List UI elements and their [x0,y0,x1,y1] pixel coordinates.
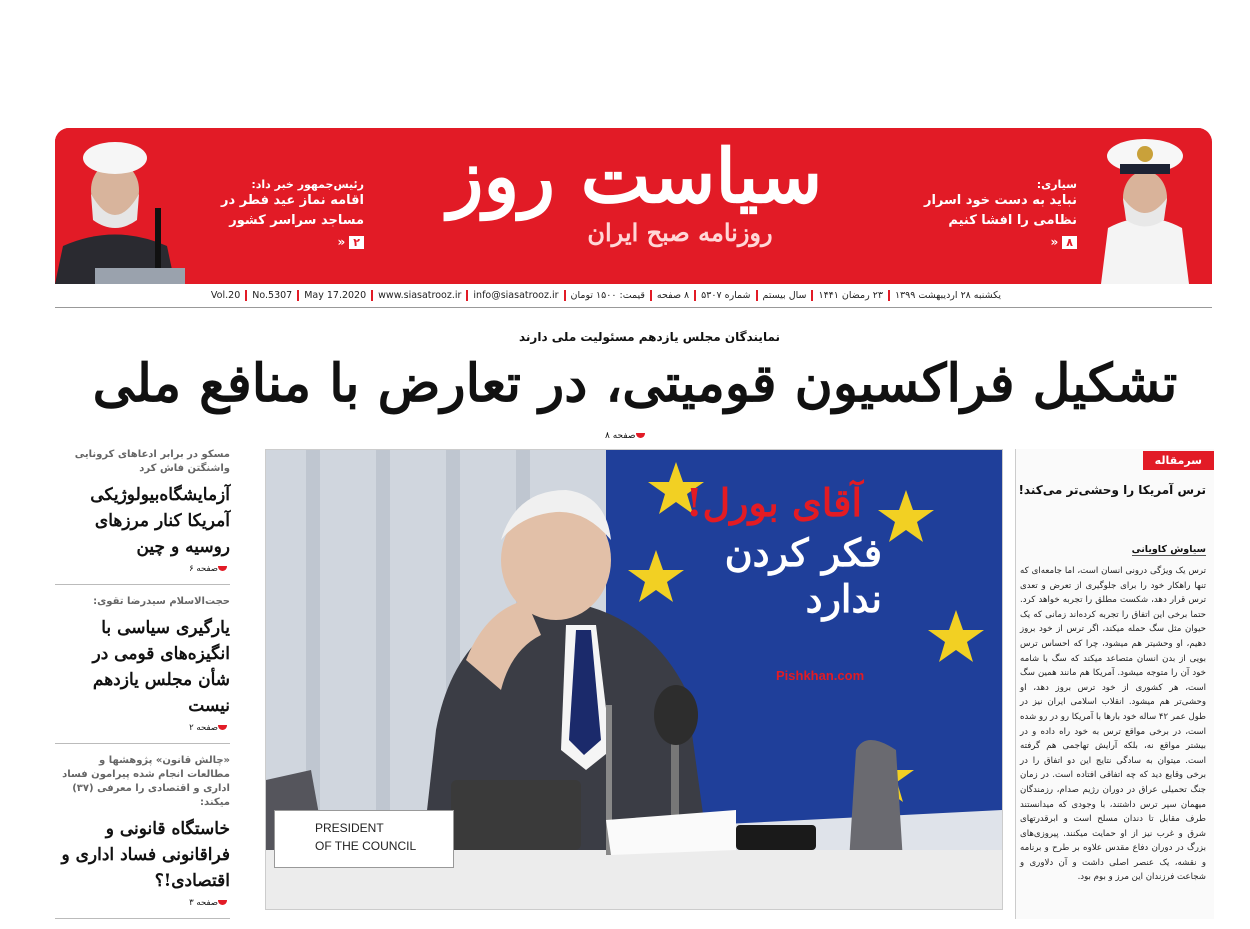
page-marker-icon [218,900,227,905]
photo-overlay-line: فکر کردن [724,530,882,575]
story-item[interactable] [55,754,230,919]
headline-super: نمایندگان مجلس یازدهم مسئولیت ملی دارند [518,330,780,344]
story-page: صفحه ۳ [189,898,218,908]
story-page: صفحه ۲ [189,723,218,733]
headline-page: صفحه ۸ [605,431,636,441]
logo-main: سیاست روز [447,134,823,220]
photo-overlay-red: آقای بورل! [685,480,862,525]
date-item: سال بیستم [758,290,814,301]
editorial-title[interactable]: ترس آمریکا را وحشی‌تر می‌کند! [1018,483,1206,497]
story-item[interactable] [55,595,230,744]
tease-right[interactable] [887,178,1077,250]
left-column [55,448,230,929]
editorial-column [1015,449,1214,919]
divider [55,307,1212,308]
double-chevron-icon: « [1050,235,1059,249]
photo-overlay-line: ندارد [805,576,882,621]
main-photo[interactable] [265,449,1003,910]
story-kicker: «چالش قانون» پژوهشها و مطالعات انجام شده پیرامون فساد اداری و اقتصادی را معرفی (۳۷) میکند: [62,755,230,808]
watermark: Pishkhan.com [776,668,865,683]
date-item: ۲۳ رمضان ۱۴۴۱ [813,290,889,301]
page-marker-icon [218,725,227,730]
page-marker-icon [636,433,645,438]
story-page-ref [55,723,230,733]
date-item: قیمت: ۱۵۰۰ تومان [566,290,652,301]
placard-line: OF THE COUNCIL [315,839,417,853]
date-item: ۸ صفحه [652,290,696,301]
main-headline[interactable]: تشکیل فراکسیون قومیتی، در تعارض با منافع ملی [92,353,1178,414]
page-marker-icon [218,566,227,571]
date-item: یکشنبه ۲۸ اردیبهشت ۱۳۹۹ [894,289,1001,301]
date-item: شماره ۵۳۰۷ [696,290,757,301]
logo-sub: روزنامه صبح ایران [587,218,773,247]
headline-page-ref [605,431,648,441]
story-kicker: حجت‌الاسلام سیدرضا تقوی: [93,596,230,607]
story-page: صفحه ۶ [189,564,218,574]
tease-left-text: اقامه نماز عید فطر در مساجد سراسر کشور [221,193,364,228]
admiral-photo [1086,128,1204,284]
date-strip [210,287,1006,303]
president-photo [55,128,215,284]
tease-left-kicker: رئیس‌جمهور خبر داد: [251,178,364,191]
story-title[interactable]: یارگیری سیاسی با انگیزه‌های قومی در شأن مجلس یازدهم نیست [92,618,230,716]
story-title[interactable]: خاستگاه قانونی و فراقانونی فساد اداری و اقتصادی!؟ [61,819,230,891]
date-item: No.5307 [247,290,299,301]
date-item: May 17.2020 [299,290,373,301]
editorial-author: سیاوش کاویانی [1131,544,1206,555]
story-kicker: مسکو در برابر ادعاهای کرونایی واشنگتن فاش کرد [74,449,230,474]
story-title[interactable]: آزمایشگاه‌بیولوژیکی آمریکا کنار مرزهای روسیه و چین [90,485,230,557]
editorial-label: سرمقاله [1143,451,1214,470]
story-page-ref [55,564,230,574]
photo-overlay-white [725,530,882,622]
tease-right-kicker: سیاری: [1036,178,1077,191]
double-chevron-icon: « [337,235,346,249]
story-page-ref [55,898,230,908]
tease-left-page: ۲ [349,236,364,249]
masthead [55,128,1212,284]
council-placard [274,810,454,868]
tease-right-page: ۸ [1062,236,1077,249]
story-item[interactable] [55,448,230,585]
date-item: Vol.20 [206,290,247,301]
newspaper-logo [445,134,825,247]
email-link[interactable]: info@siasatrooz.ir [468,290,565,301]
website-link[interactable]: www.siasatrooz.ir [373,290,468,301]
tease-right-text: نباید به دست خود اسرار نظامی را افشا کنیم [923,193,1077,228]
placard-line: PRESIDENT [315,821,384,835]
editorial-body: ترس یک ویژگی درونی انسان است، اما جامعه‌ای که تنها راهکار خود را برای جلوگیری از تعرض و تعدی ترس قرار دهد، شکست مطلق را تجربه خواهد کرد. حتما برخی این اتفاق را تجربه کرده‌اند زمانی که یک حیوان مثل سگ حمله میکند، اگر ترس از خود بروز دهیم، او وحشیتر هم میشود، چرا که احساس ترس بویی از بدن انسان متصاعد میکند که سگ با شامه خود آن را متوجه میشود. آمریکا هم مانند همین سگ است، هر کشوری از خود ترس بروز دهد، او وحشی‌تر هم میشود. انقلاب اسلامی ایران نیز در طول عمر ۴۲ ساله خود بارها با آمریکا رو در رو شده است، در برخی مواقع ترس به خود راه داده و در بیشتر مواقع نه، بلکه آرایش تهاجمی هم گرفته است. میتوان به سادگی نتایج این دو اتفاق را در برخی وقایع دید که چه اتفاقی افتاده است. در زمان جنگ تحمیلی عراق در دوران رژیم صدام، رزمندگان میهمان سپر ترس داشتند، با وجودی که میدانستند طرف مقابل تا دندان مسلح است و ابرقدرتهای شرق و غرب نیز از او حمایت میکنند. پیروزی‌های بزرگ در دوران دفاع مقدس علاوه بر طرح و برنامه و نقشه، یک عنصر اصلی داشت و آن دلاوری و شجاعت فرزندان این مرز و بوم بود. [1020,566,1207,883]
